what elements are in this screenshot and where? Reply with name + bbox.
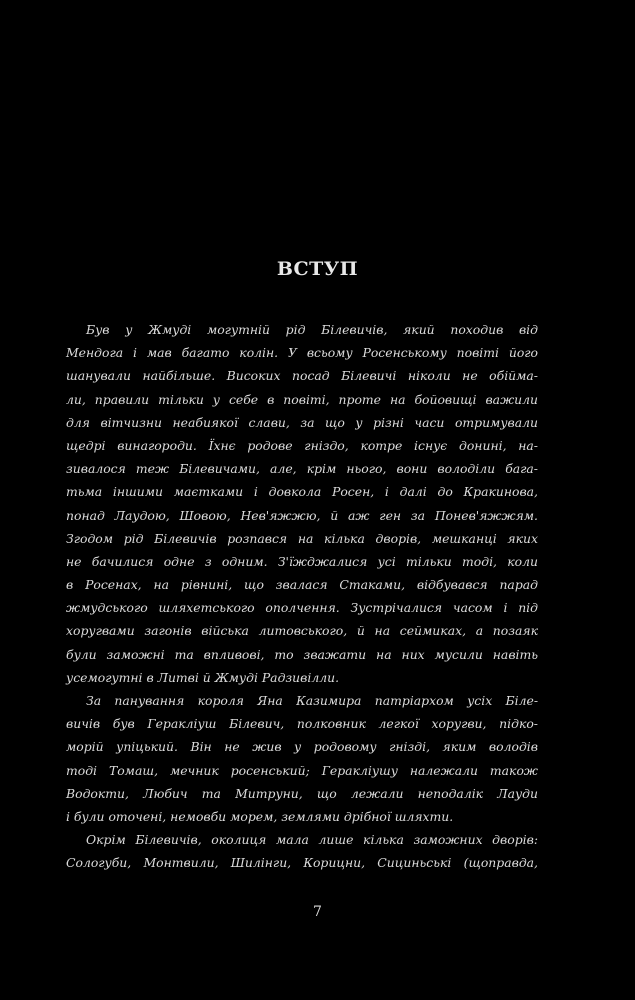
text-line: і були оточені, немовби морем, землями дрібної шляхти. xyxy=(66,808,454,824)
text-line: вичів був Геракліуш Білевич, полковник легкої хоругви, підко- xyxy=(66,716,538,732)
text-line: Сологуби, Монтвили, Шилінги, Корицни, Сициньські (щоправда, xyxy=(66,855,538,871)
text-line: ли, правили тільки у себе в повіті, проте на бойовищі важили xyxy=(66,391,538,407)
text-line: шанували найбільше. Високих посад Білевичі ніколи не обійма- xyxy=(66,368,538,384)
page-number: 7 xyxy=(313,904,322,920)
text-line: зивалося теж Білевичами, але, крім нього, вони володіли бага- xyxy=(66,461,538,477)
text-line: понад Лаудою, Шовою, Нев'яжжю, й аж ген за Понев'яжжям. xyxy=(66,507,538,523)
text-line: жмудського шляхетського ополчення. Зустрічалися часом і під xyxy=(66,600,538,616)
text-line: Водокти, Любич та Митруни, що лежали неподалік Лауди xyxy=(66,785,538,801)
body-text xyxy=(66,318,538,875)
text-line: для вітчизни неабиякої слави, за що у різні часи отримували xyxy=(66,414,538,430)
text-line: Окрім Білевичів, околиця мала лише кілька заможних дворів: xyxy=(86,832,538,848)
chapter-title: ВСТУП xyxy=(276,258,359,280)
text-line: були заможні та впливові, то зважати на них мусили навіть xyxy=(66,646,538,662)
text-line: тьма іншими маєтками і довкола Росен, і далі до Кракинова, xyxy=(66,484,538,500)
text-line: хоругвами загонів війська литовського, й на сеймиках, а позаяк xyxy=(66,623,538,639)
text-line: щедрі винагороди. Їхнє родове гніздо, котре існує донині, на- xyxy=(66,437,538,453)
text-line: За панування короля Яна Казимира патріархом усіх Біле- xyxy=(86,693,538,708)
text-line: тоді Томаш, мечник росенський; Геракліушу належали також xyxy=(66,762,538,778)
text-line: Мендога і мав багато колін. У всьому Росенському повіті його xyxy=(66,345,538,361)
text-line: Був у Жмуді могутній рід Білевичів, який походив від xyxy=(86,322,538,337)
text-line: в Росенах, на рівнині, що звалася Стаками, відбувався парад xyxy=(66,577,538,593)
text-line: Згодом рід Білевичів розпався на кілька дворів, мешканці яких xyxy=(66,530,538,546)
text-line: не бачилися одне з одним. З'їжджалися усі тільки тоді, коли xyxy=(66,553,538,569)
text-line: морій упіцький. Він не жив у родовому гнізді, яким володів xyxy=(66,739,538,755)
text-line: усемогутні в Литві й Жмуді Радзивілли. xyxy=(66,669,340,685)
